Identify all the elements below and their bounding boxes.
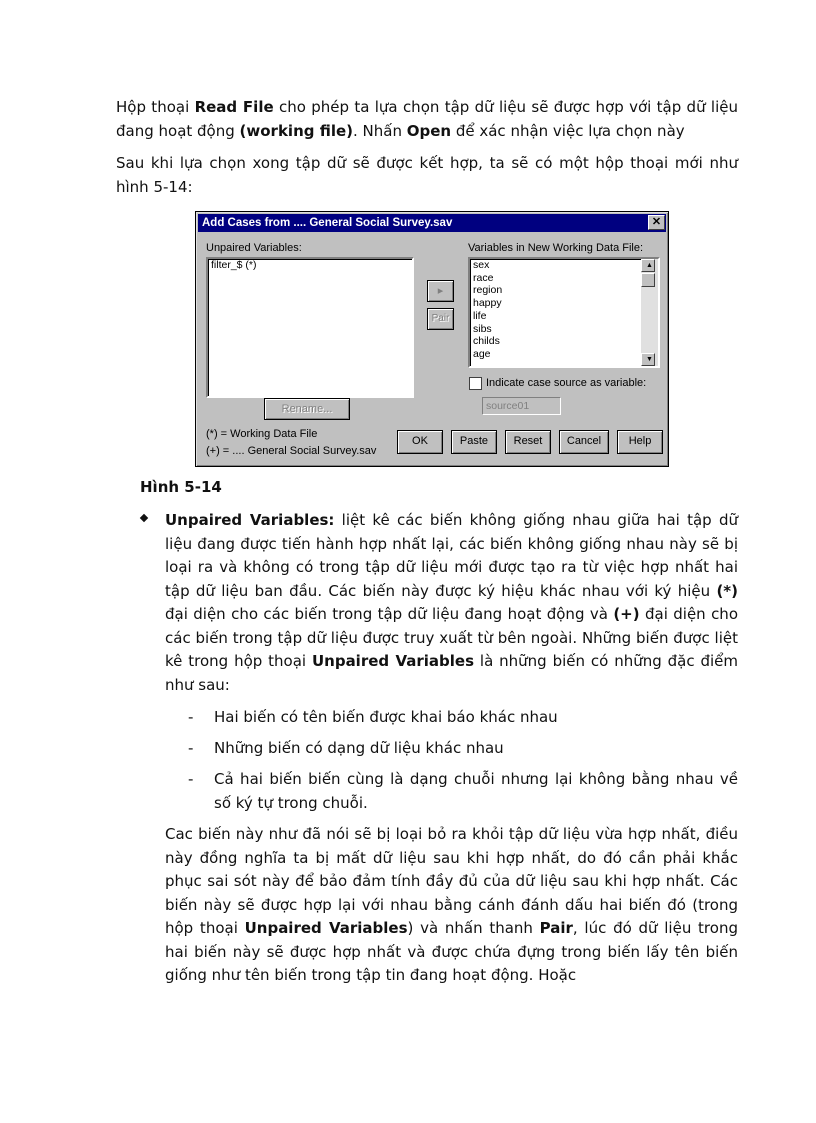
scrollbar[interactable] — [641, 259, 658, 366]
text: để xác nhận việc lựa chọn này — [451, 121, 685, 140]
closing-paragraph — [165, 823, 738, 988]
term-working-file: (working file) — [239, 121, 353, 140]
unpaired-list[interactable] — [206, 257, 414, 398]
list-item[interactable]: region — [473, 284, 503, 297]
unpaired-variables-paragraph — [165, 509, 738, 697]
scroll-up-icon[interactable]: ▲ — [641, 259, 655, 272]
list-item[interactable]: race — [473, 271, 494, 284]
list-item[interactable]: childs — [473, 335, 500, 348]
list-item: Những biến có dạng dữ liệu khác nhau — [214, 739, 504, 757]
text: ) và nhấn thanh — [407, 919, 540, 937]
term-unpaired-2: Unpaired Variables — [311, 652, 475, 670]
list-item[interactable]: happy — [473, 297, 502, 310]
list-item: Cả hai biến biến cùng là dạng chuỗi nhưng lại không bằng nhau về số ký tự trong chuỗi. — [214, 770, 738, 812]
list-item[interactable]: life — [473, 309, 487, 322]
symbol-plus: (+) — [613, 605, 640, 623]
text: liệt kê các biến không giống nhau giữa hai tập dữ liệu đang được tiến hành hợp nhất lại, các biến không giống nhau này sẽ bị loại ra và không có trong tập dữ liệu mới được tạo ra từ việc hợp nhất hai tập dữ liệu ban đầu. Các biến này được ký hiệu khác nhau với ký hiệu — [165, 511, 738, 600]
intro-paragraph-2: Sau khi lựa chọn xong tập dữ sẽ được kết hợp, ta sẽ có một hộp thoại mới như hình 5-14: — [116, 154, 738, 196]
dash-mark: - — [188, 770, 194, 788]
list-item[interactable]: filter_$ (*) — [211, 259, 257, 271]
help-button[interactable]: Help — [617, 430, 663, 454]
term-unpaired-3: Unpaired Variables — [244, 919, 408, 937]
text: đại diện cho các biến trong tập dữ liệu đang hoạt động và — [165, 605, 614, 623]
dash-mark: - — [188, 708, 194, 726]
move-arrow-icon: ▸ — [437, 285, 444, 297]
legend-working: (*) = Working Data File — [206, 428, 318, 440]
ok-button[interactable]: OK — [397, 430, 443, 454]
bullet-icon — [140, 514, 148, 522]
list-item[interactable]: sibs — [473, 322, 492, 335]
list-item[interactable]: age — [473, 347, 491, 360]
figure-caption: Hình 5-14 — [140, 478, 222, 496]
indicate-source-checkbox[interactable] — [469, 377, 482, 390]
list-item: Hai biến có tên biến được khai báo khác nhau — [214, 708, 558, 726]
list-item[interactable]: sex — [473, 259, 490, 271]
indicate-source-label: Indicate case source as variable: — [486, 377, 647, 389]
text: là những biến có những đặc điểm như sau: — [165, 652, 738, 694]
text: . Nhấn — [353, 121, 407, 140]
term-read-file: Read File — [194, 98, 274, 116]
add-cases-dialog — [195, 211, 669, 467]
unpaired-label: Unpaired Variables: — [206, 242, 302, 254]
pair-button[interactable]: Pair — [427, 308, 454, 330]
paste-button[interactable]: Paste — [451, 430, 497, 454]
scroll-thumb[interactable] — [641, 273, 655, 287]
text: , lúc đó dữ liệu trong hai biến này sẽ được hợp nhất và được chứa đựng trong biến lấy tên biến giống như tên biến trong tập tin đang hoạt động. Hoặc — [165, 919, 738, 984]
move-button[interactable] — [427, 280, 454, 302]
cancel-button[interactable]: Cancel — [559, 430, 609, 454]
new-vars-label: Variables in New Working Data File: — [468, 242, 644, 254]
rename-button[interactable]: Rename... — [264, 398, 350, 420]
text: Hộp thoại — [116, 98, 195, 116]
dash-mark: - — [188, 739, 194, 757]
source-name-field[interactable]: source01 — [482, 397, 561, 415]
term-open: Open — [406, 121, 452, 140]
term-pair: Pair — [539, 919, 573, 937]
new-vars-list[interactable] — [468, 257, 660, 368]
scroll-down-icon[interactable]: ▼ — [641, 353, 655, 366]
close-icon[interactable]: ✕ — [648, 215, 665, 230]
term-unpaired: Unpaired Variables: — [165, 511, 335, 529]
reset-button[interactable]: Reset — [505, 430, 551, 454]
text: Cac biến này như đã nói sẽ bị loại bỏ ra khỏi tập dữ liệu vừa hợp nhất, điều này đồng nghĩa ta bị mất dữ liệu sau khi hợp nhất, do đó cần phải khắc phục sai sót này để bảo đảm tính đầy đủ của dữ liệu sau khi hợp nhất. Các biến này sẽ được hợp lại với nhau bằng cánh đánh dấu hai biến đó (trong hộp thoại — [165, 825, 738, 937]
intro-paragraph-1 — [116, 96, 738, 143]
text: đại diện cho các biến trong tập dữ liệu được truy xuất từ bên ngoài. Những biến được liệt kê trong hộp thoại — [165, 605, 738, 670]
dialog-title: Add Cases from .... General Social Survey.sav — [198, 214, 666, 232]
text: cho phép ta lựa chọn tập dữ liệu sẽ được hợp với tập dữ liệu đang hoạt động — [116, 98, 738, 140]
symbol-star: (*) — [716, 581, 738, 600]
legend-external: (+) = .... General Social Survey.sav — [206, 445, 377, 457]
